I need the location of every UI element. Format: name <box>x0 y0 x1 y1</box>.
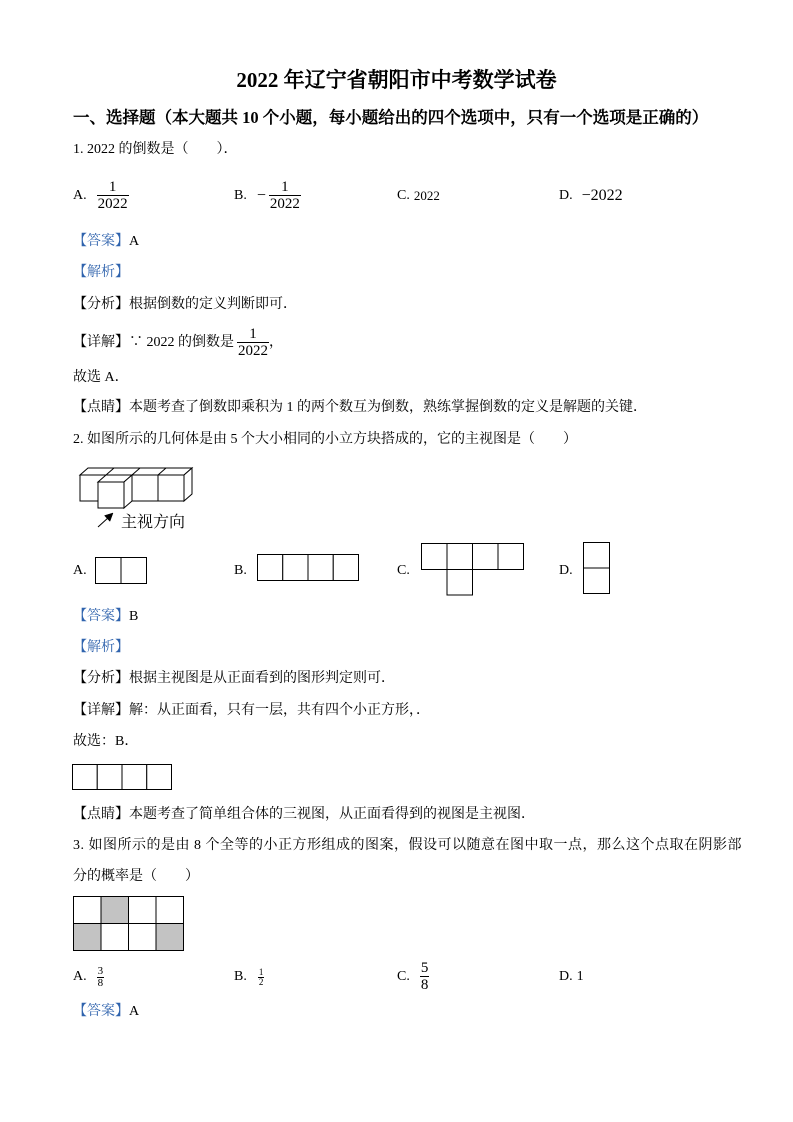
grid-cell-shaded <box>74 924 102 951</box>
front-cube-front-face <box>98 482 124 508</box>
minus-sign: − <box>256 187 266 204</box>
grid-cell <box>129 897 157 924</box>
q2-option-c-figure <box>421 543 525 597</box>
q1-fenxi <box>73 296 297 314</box>
dianjing-label: 【点睛】 <box>73 807 129 822</box>
cube-front-face <box>158 475 184 501</box>
q2-stem: 2. 如图所示的几何体是由 5 个大小相同的小立方块搭成的，它的主视图是（ ） <box>73 432 577 447</box>
q3-stem-line2: 分的概率是（ ） <box>73 869 199 884</box>
fraction <box>258 968 265 987</box>
numerator: 1 <box>281 179 289 195</box>
square-cell <box>121 558 147 584</box>
square-cell <box>258 555 283 581</box>
denominator: 2 <box>258 976 264 987</box>
grid-cell <box>101 924 129 951</box>
option-label: B. <box>234 969 247 984</box>
q2-option-d-label: D. <box>559 563 573 578</box>
q2-option-a-label: A. <box>73 563 87 578</box>
square-cell <box>97 765 122 790</box>
fraction <box>237 326 269 360</box>
xiangjie-text: 解：从正面看，只有一层，共有四个小正方形，． <box>129 703 430 718</box>
page-title: 2022 年辽宁省朝阳市中考数学试卷 <box>236 68 557 92</box>
square-cell <box>473 544 499 570</box>
square-cell <box>283 555 308 581</box>
answer-label: 【答案】 <box>73 609 129 624</box>
q2-option-c-label: C. <box>397 563 410 578</box>
numerator: 1 <box>249 326 257 342</box>
square-cell <box>584 568 610 594</box>
square-cell <box>422 544 448 570</box>
square-cell <box>447 570 473 596</box>
option-value: 2022 <box>413 188 440 203</box>
fraction <box>269 179 301 213</box>
grid-cell <box>156 897 184 924</box>
dianjing-text: 本题考查了倒数即乘积为 1 的两个数互为倒数，熟练掌握倒数的定义是解题的关键． <box>129 400 647 415</box>
answer-label: 【答案】 <box>73 1004 129 1019</box>
numerator: 1 <box>108 179 117 195</box>
grid-cell-shaded <box>101 897 129 924</box>
q3-answer <box>73 1003 139 1021</box>
q3-option-b <box>234 959 264 995</box>
fraction <box>97 179 129 213</box>
q1-option-c <box>397 178 440 214</box>
denominator: 2022 <box>97 196 128 212</box>
q3-stem-line1: 3. 如图所示的是由 8 个全等的小正方形组成的图案，假设可以随意在图中取一点，那么这个点取在阴影部 <box>73 838 742 853</box>
q1-option-b <box>234 178 301 214</box>
grid-cell <box>129 924 157 951</box>
view-direction-caption: 主视方向 <box>121 514 186 531</box>
q1-analysis-label: 【解析】 <box>73 265 129 280</box>
q2-fenxi <box>73 670 395 688</box>
denominator: 2022 <box>238 343 268 359</box>
numerator: 3 <box>97 964 104 977</box>
answer-value: A <box>129 234 140 249</box>
fenxi-text: 根据主视图是从正面看到的图形判定则可． <box>129 671 395 686</box>
option-label: A. <box>73 188 87 203</box>
q1-answer <box>73 233 139 251</box>
answer-value: A <box>129 1004 140 1019</box>
front-cube <box>98 475 132 508</box>
q1-option-d <box>559 178 623 214</box>
q3-square-grid-figure <box>73 896 186 953</box>
q2-dianjing <box>73 806 535 824</box>
xiangjie-label: 【详解】 <box>73 703 129 718</box>
fenxi-label: 【分析】 <box>73 297 129 312</box>
q3-option-d <box>559 959 584 995</box>
q3-option-a <box>73 959 104 995</box>
q2-front-view-figure <box>72 764 174 791</box>
dianjing-label: 【点睛】 <box>73 400 129 415</box>
square-cell <box>73 765 98 790</box>
q2-xiangjie <box>73 702 430 720</box>
answer-value: B <box>129 609 139 624</box>
numerator: 1 <box>258 966 264 977</box>
square-cell <box>147 765 172 790</box>
grid-cell-shaded <box>156 924 184 951</box>
fenxi-label: 【分析】 <box>73 671 129 686</box>
square-cell <box>96 558 122 584</box>
dianjing-text: 本题考查了简单组合体的三视图，从正面看得到的视图是主视图． <box>129 807 535 822</box>
square-cell <box>333 555 358 581</box>
option-label: B. <box>234 188 247 203</box>
q2-option-a-figure <box>95 557 149 585</box>
square-cell <box>308 555 333 581</box>
q1-option-a <box>73 178 129 214</box>
q2-answer <box>73 608 138 626</box>
q3-option-c <box>397 959 429 995</box>
answer-label: 【答案】 <box>73 234 129 249</box>
section-header: 一、选择题（本大题共 10 个小题，每小题给出的四个选项中，只有一个选项是正确的） <box>73 108 709 127</box>
xiangjie-end: ， <box>269 335 283 350</box>
q1-xiangjie <box>73 325 283 361</box>
denominator: 2022 <box>269 196 300 212</box>
cube-front-face <box>132 475 158 501</box>
fenxi-text: 根据倒数的定义判断即可． <box>129 297 297 312</box>
back-row-cubes <box>80 468 192 501</box>
grid-cell <box>74 897 102 924</box>
square-cell <box>498 544 524 570</box>
q2-option-d-figure <box>583 542 611 596</box>
xiangjie-label: 【详解】 <box>73 335 129 350</box>
option-value: 1 <box>576 969 584 984</box>
denominator: 8 <box>420 977 429 993</box>
q1-conclusion: 故选 A． <box>73 370 129 385</box>
q1-stem: 1. 2022 的倒数是（ ）． <box>73 142 238 157</box>
fraction <box>420 960 430 994</box>
option-label: D. <box>559 969 573 984</box>
q2-option-b-figure <box>257 554 361 582</box>
xiangjie-text: ∵ 2022 的倒数是 <box>129 335 234 350</box>
q2-conclusion: 故选：B． <box>73 734 139 749</box>
q2-option-b-label: B. <box>234 563 247 578</box>
fraction <box>97 966 105 989</box>
view-direction-arrow <box>98 513 113 527</box>
option-label: A. <box>73 969 87 984</box>
option-label: D. <box>559 188 573 203</box>
option-label: C. <box>397 969 410 984</box>
denominator: 8 <box>97 976 104 989</box>
square-cell <box>122 765 147 790</box>
numerator: 5 <box>420 960 429 976</box>
option-label: C. <box>397 188 410 203</box>
q1-dianjing <box>73 399 647 417</box>
square-cell <box>584 543 610 569</box>
option-value: −2022 <box>581 187 623 204</box>
square-cell <box>447 544 473 570</box>
q2-analysis-label: 【解析】 <box>73 640 129 655</box>
